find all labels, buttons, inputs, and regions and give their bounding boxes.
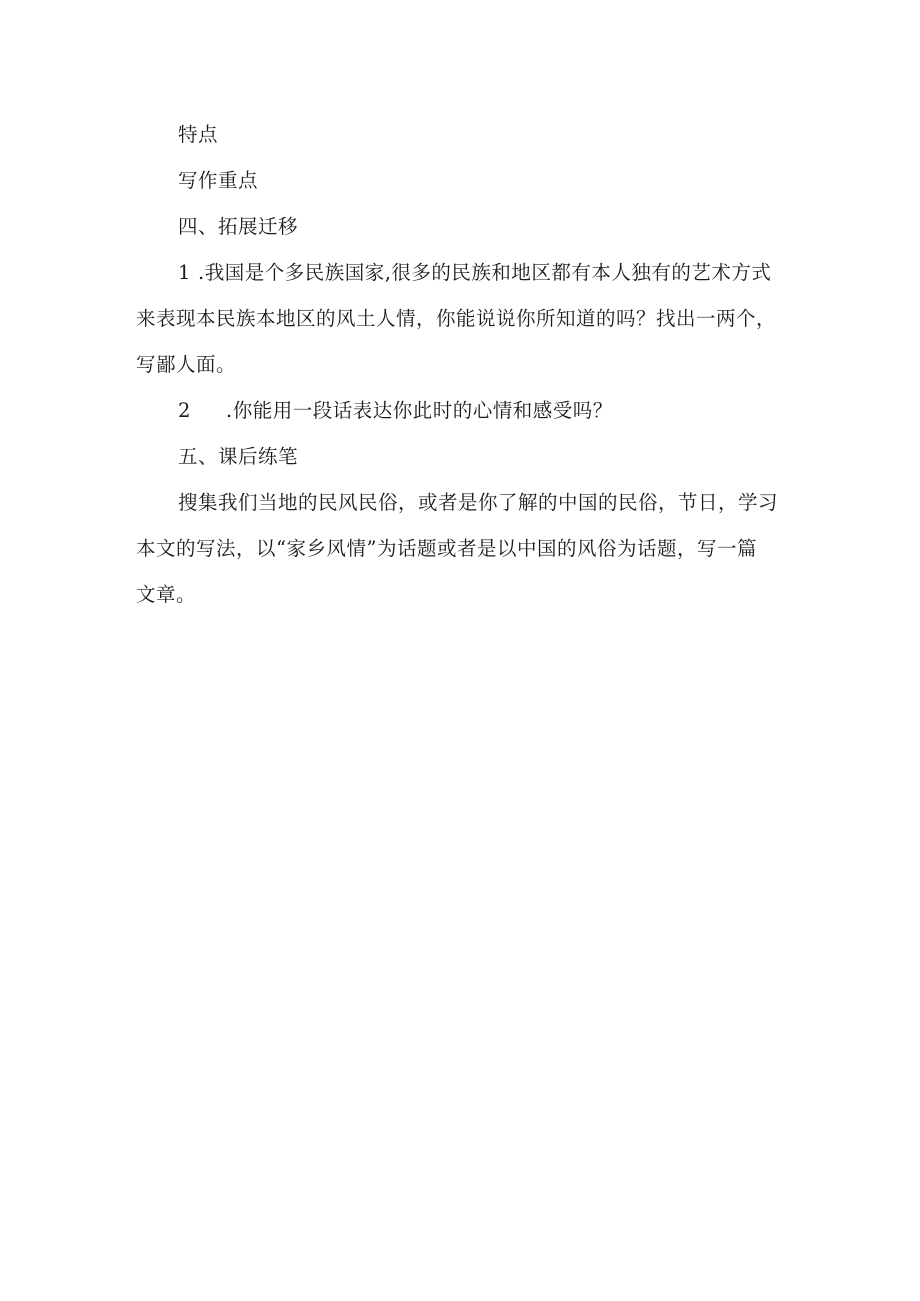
practice-paragraph [136, 480, 792, 618]
practice-text-row-3: 文章。 [136, 583, 197, 606]
practice-paragraph-row-1 [136, 480, 792, 526]
section-heading-extension [136, 204, 792, 250]
question-1-row-1 [136, 250, 792, 296]
heading-writing-focus-text: 写作重点 [178, 169, 259, 192]
section-heading-practice-text: 五、课后练笔 [178, 445, 299, 468]
heading-features [136, 112, 792, 158]
question-2 [136, 388, 792, 434]
question-1-row-2 [136, 296, 792, 342]
question-2-text: .你能用一段话表达你此时的心情和感受吗？ [226, 399, 613, 422]
document-body [136, 112, 792, 618]
question-1-text-row-1: .我国是个多民族国家,很多的民族和地区都有本人独有的艺术方式 [198, 261, 772, 284]
section-heading-extension-text: 四、拓展迁移 [178, 215, 299, 238]
section-heading-practice [136, 434, 792, 480]
heading-writing-focus [136, 158, 792, 204]
practice-paragraph-row-2 [136, 526, 792, 572]
question-2-number: 2 [178, 399, 191, 422]
question-1-text-row-3: 写鄙人面。 [136, 353, 237, 376]
heading-features-text: 特点 [178, 123, 219, 146]
practice-text-row-2: 本文的写法，以“家乡风情”为话题或者是以中国的风俗为话题，写一篇 [136, 537, 757, 560]
question-1-number: 1 [178, 261, 191, 284]
question-1-row-3 [136, 342, 792, 388]
practice-text-row-1: 搜集我们当地的民风民俗，或者是你了解的中国的民俗，节日，学习 [178, 491, 779, 514]
practice-paragraph-row-3 [136, 572, 792, 618]
question-1-text-row-2: 来表现本民族本地区的风土人情，你能说说你所知道的吗？找出一两个， [136, 307, 777, 330]
question-1 [136, 250, 792, 388]
